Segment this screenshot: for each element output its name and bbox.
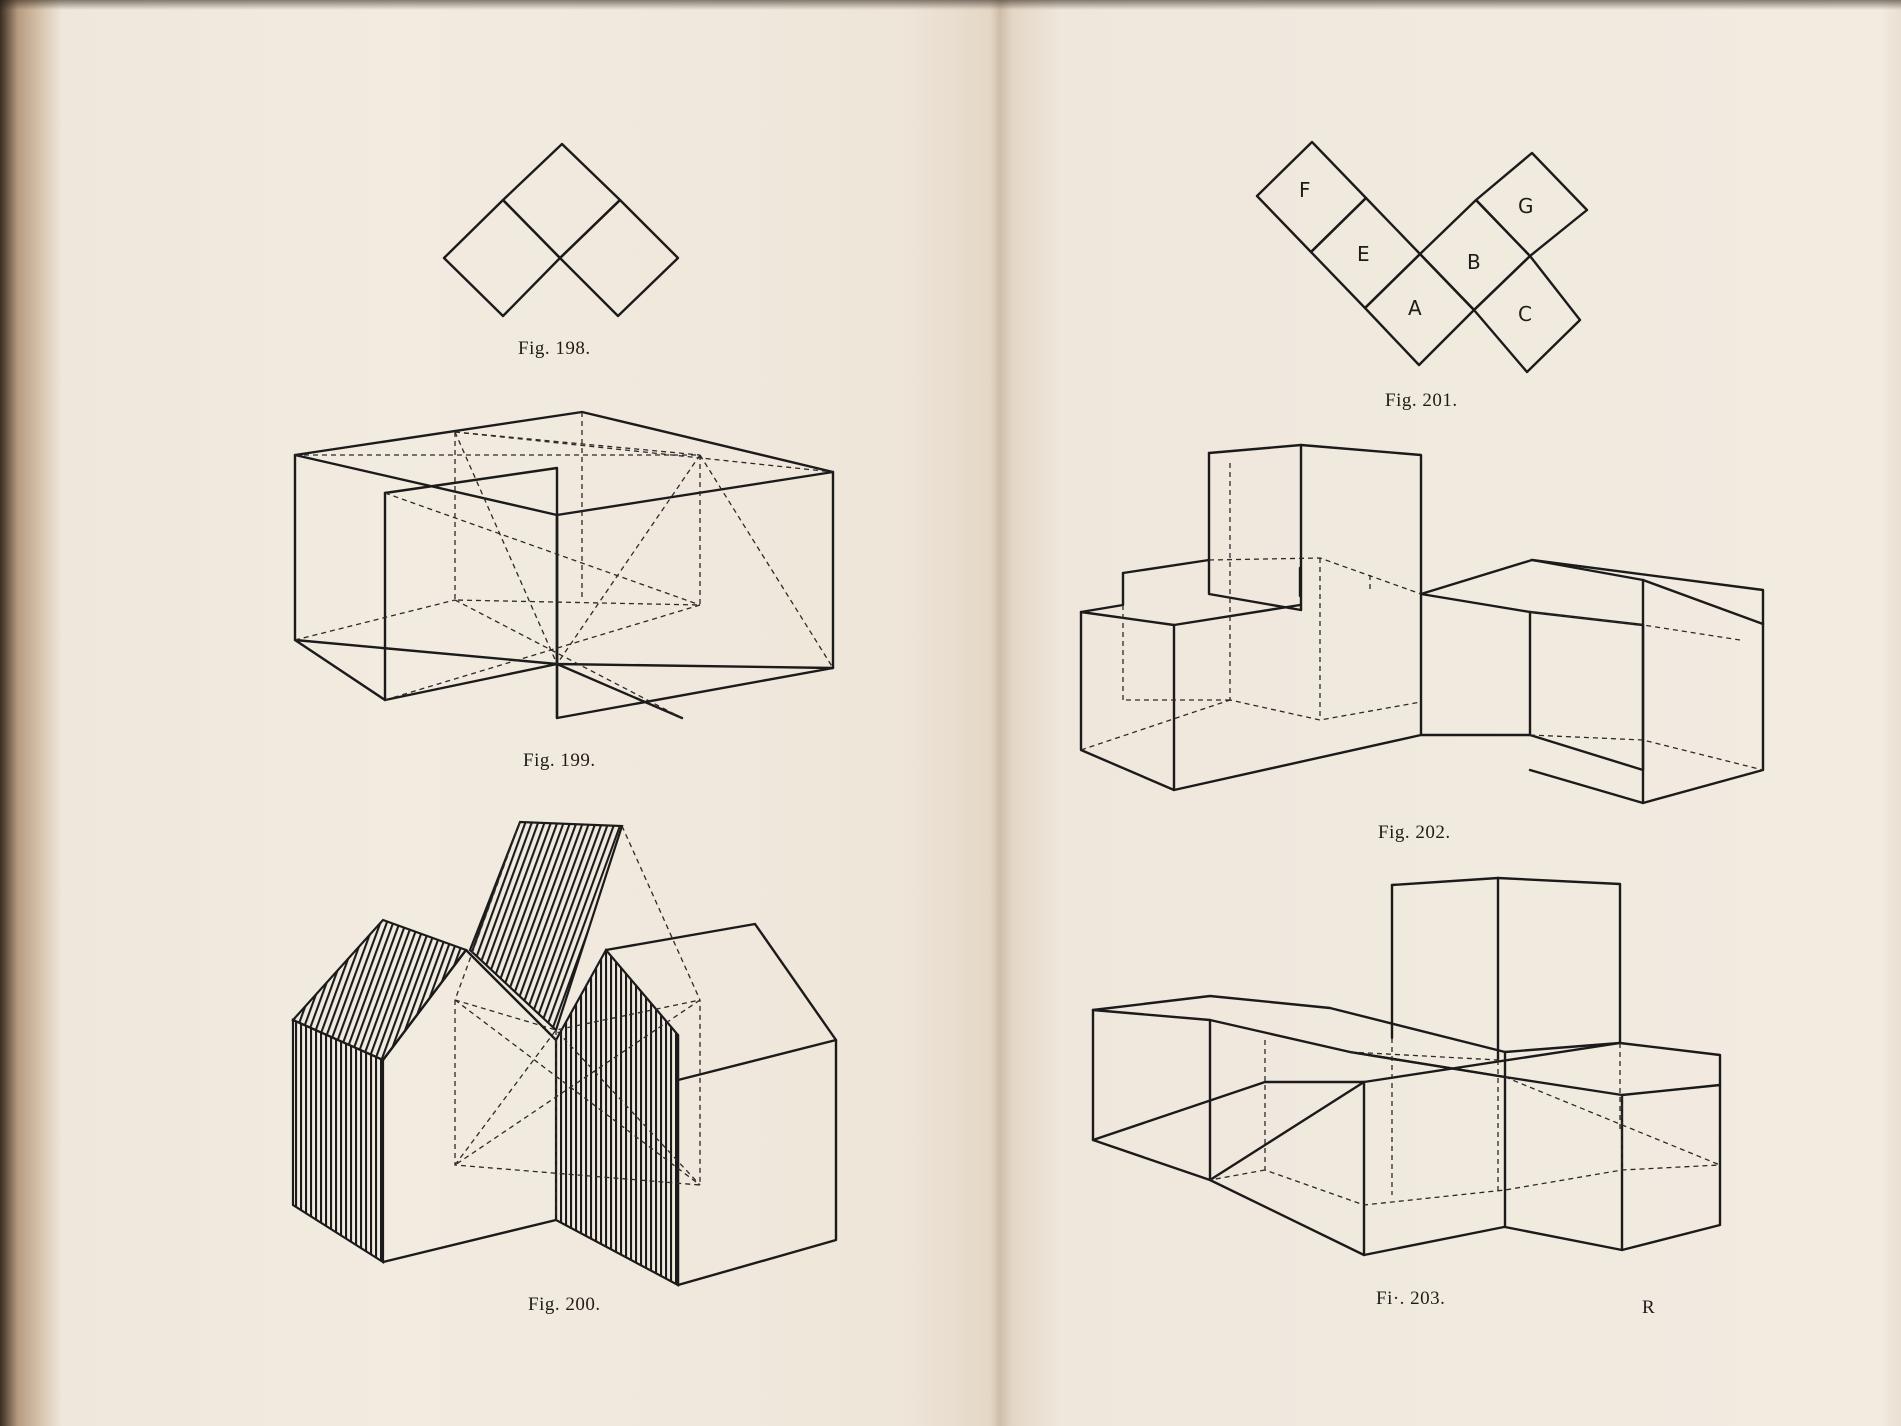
fig-199-drawing xyxy=(295,412,833,718)
fig-201-label-a: A xyxy=(1408,296,1422,320)
fig-203-drawing xyxy=(1093,878,1720,1255)
fig-200-drawing xyxy=(293,822,836,1285)
fig-201-label-c: C xyxy=(1518,302,1532,326)
fig-201-label-e: E xyxy=(1357,242,1370,266)
fig-198-caption: Fig. 198. xyxy=(518,338,591,359)
fig-201-label-f: F xyxy=(1299,178,1311,202)
right-page-drawings xyxy=(1000,0,1901,1426)
right-page xyxy=(1000,0,1901,1426)
fig-201-caption: Fig. 201. xyxy=(1385,390,1458,411)
signature-mark: R xyxy=(1642,1297,1656,1318)
fig-198-drawing xyxy=(444,144,678,316)
fig-202-drawing xyxy=(1081,445,1763,803)
fig-203-caption: Fi·. 203. xyxy=(1376,1288,1446,1309)
fig-201-label-b: B xyxy=(1467,250,1481,274)
fig-200-caption: Fig. 200. xyxy=(528,1294,601,1315)
fig-201-label-g: G xyxy=(1518,194,1534,218)
fig-201-drawing xyxy=(1257,142,1587,372)
fig-202-caption: Fig. 202. xyxy=(1378,822,1451,843)
fig-199-caption: Fig. 199. xyxy=(523,750,596,771)
